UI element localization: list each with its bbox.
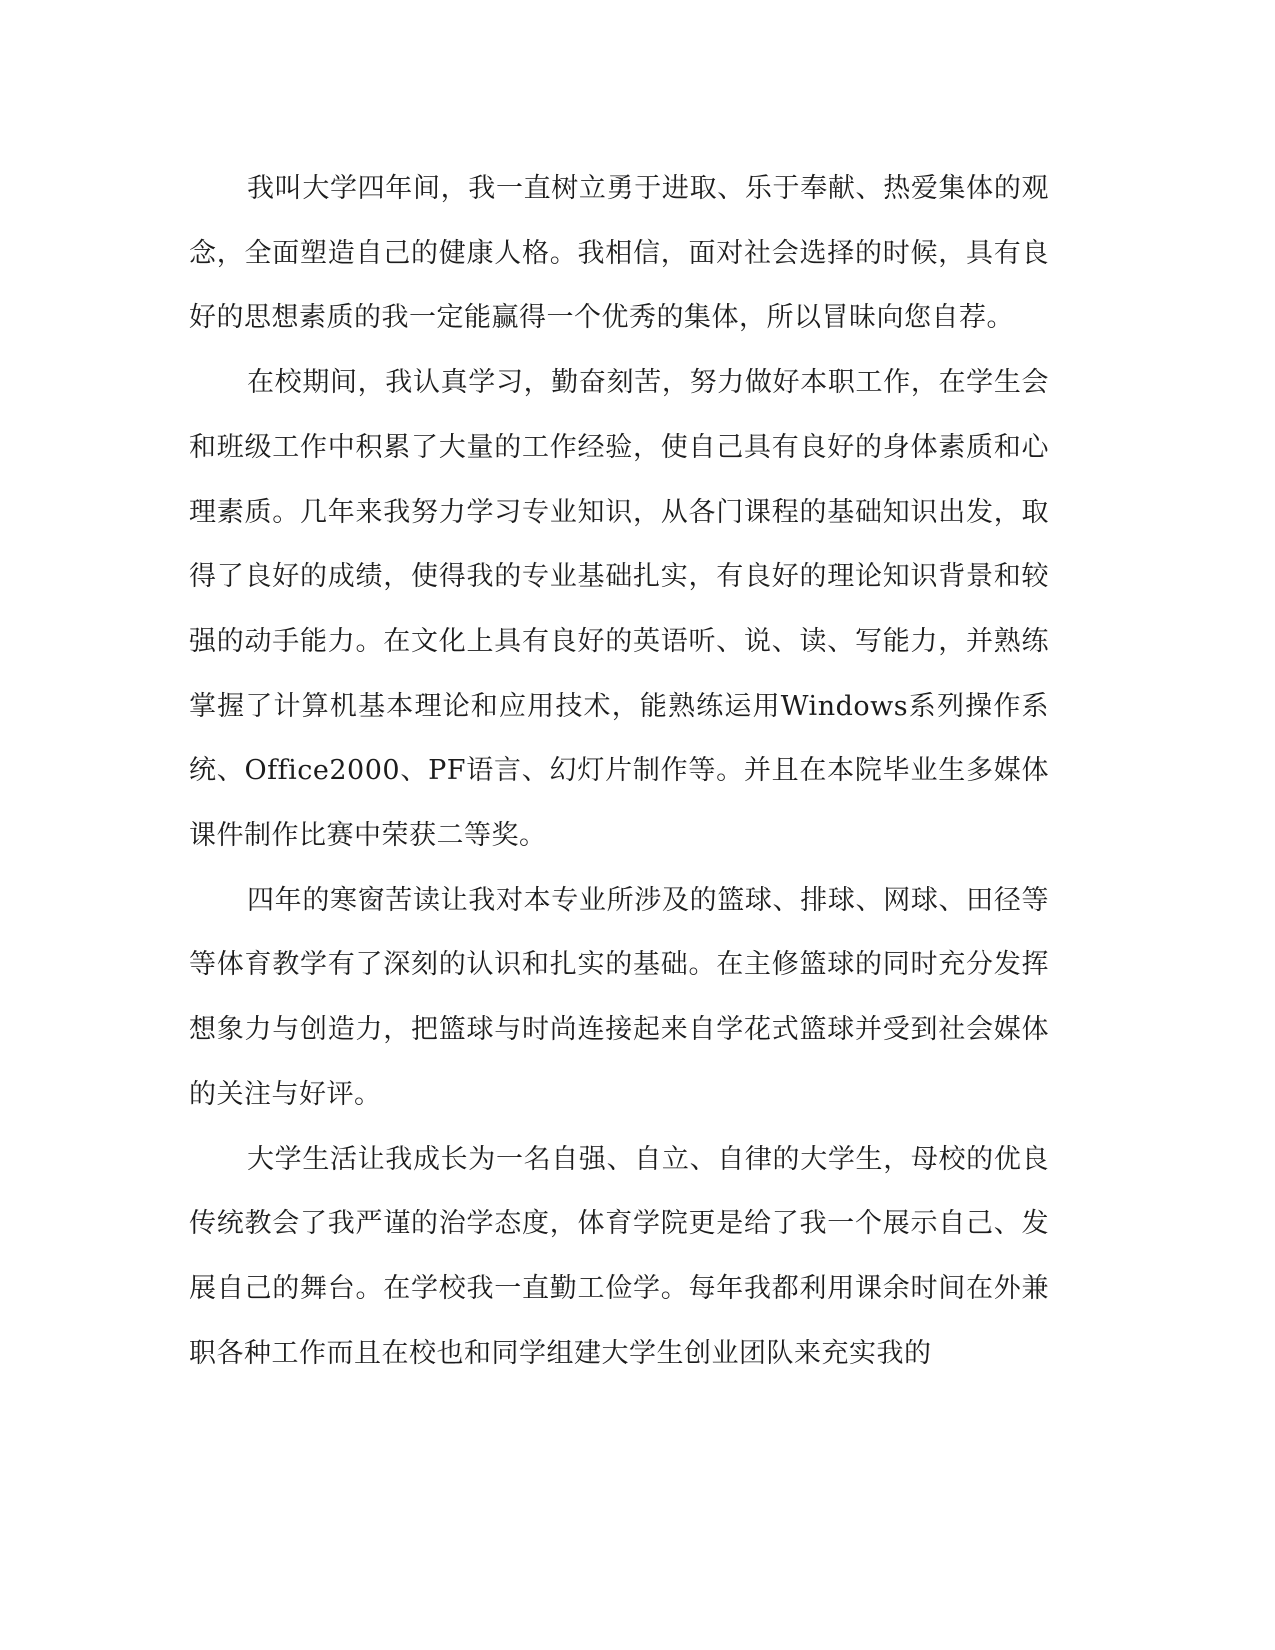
paragraph-college-life: 大学生活让我成长为一名自强、自立、自律的大学生，母校的优良传统教会了我严谨的治学态度，体育学院更是给了我一个展示自己、发展自己的舞台。在学校我一直勤工俭学。每年我都利用课余时间在外兼职各种工作而且在校也和同学组建大学生创业团队来充实我的 bbox=[189, 1143, 1049, 1369]
document-body bbox=[189, 157, 1049, 1386]
paragraph-sports-training: 四年的寒窗苦读让我对本专业所涉及的篮球、排球、网球、田径等等体育教学有了深刻的认识和扎实的基础。在主修篮球的同时充分发挥想象力与创造力，把篮球与时尚连接起来自学花式篮球并受到社会媒体的关注与好评。 bbox=[189, 884, 1049, 1110]
paragraph-school-study: 在校期间，我认真学习，勤奋刻苦，努力做好本职工作，在学生会和班级工作中积累了大量的工作经验，使自己具有良好的身体素质和心理素质。几年来我努力学习专业知识，从各门课程的基础知识出发，取得了良好的成绩，使得我的专业基础扎实，有良好的理论知识背景和较强的动手能力。在文化上具有良好的英语听、说、读、写能力，并熟练掌握了计算机基本理论和应用技术，能熟练运用Windows系列操作系统、Office2000、PF语言、幻灯片制作等。并且在本院毕业生多媒体课件制作比赛中荣获二等奖。 bbox=[189, 367, 1049, 852]
paragraph-self-introduction: 我叫大学四年间，我一直树立勇于进取、乐于奉献、热爱集体的观念，全面塑造自己的健康人格。我相信，面对社会选择的时候，具有良好的思想素质的我一定能赢得一个优秀的集体，所以冒昧向您自荐。 bbox=[189, 173, 1049, 334]
